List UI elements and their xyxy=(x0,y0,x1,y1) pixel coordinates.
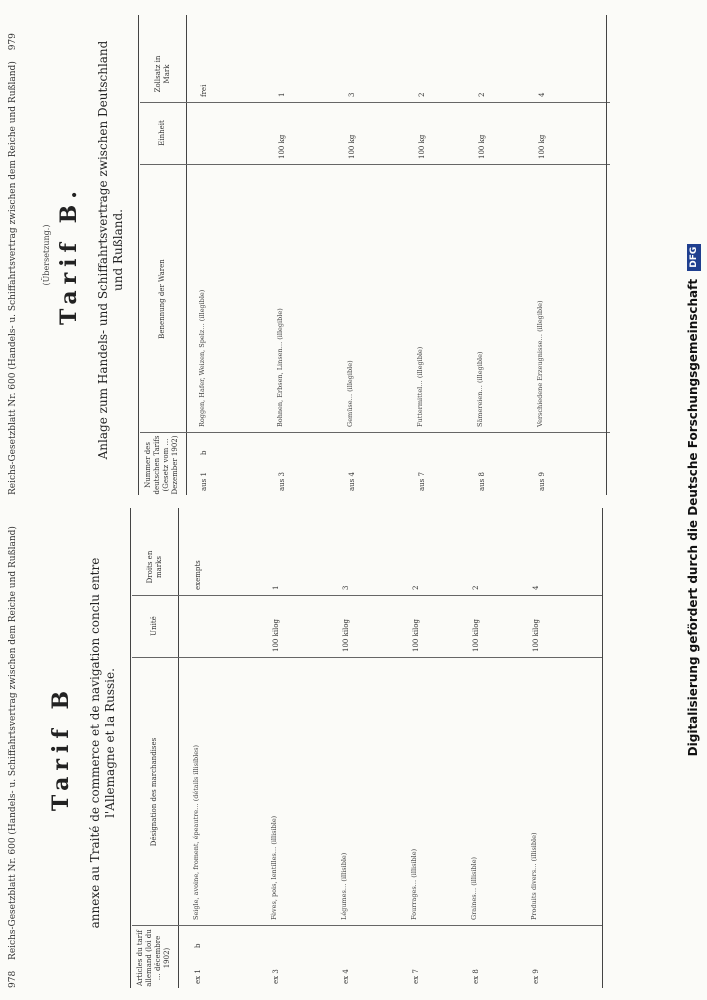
running-header xyxy=(8,15,18,495)
article-number: aus 8 xyxy=(478,472,486,491)
page-number: 979 xyxy=(8,33,18,51)
dfg-sidebar xyxy=(672,0,707,1000)
unit-cell: 100 kilog xyxy=(472,618,480,652)
column-header-benennung: Benennung der Waren xyxy=(158,259,166,339)
column-rule xyxy=(140,164,610,165)
article-number: aus 4 xyxy=(348,472,356,491)
unit-cell: 100 kilog xyxy=(412,618,420,652)
sidebar-text-wrapper xyxy=(676,0,707,1000)
article-number: ex 1 xyxy=(194,969,202,984)
table-row: Fourrages… (illisible) xyxy=(410,848,418,920)
subtitle-line-1: Anlage zum Handels- und Schiffahrtsvertrage zwischen Deutschland xyxy=(96,40,110,460)
sidebar-text: Digitalisierung gefördert durch die Deutsche Forschungsgemeinschaft xyxy=(686,278,700,757)
duty-cell: 2 xyxy=(478,92,486,97)
table-bottom-rule xyxy=(602,508,603,988)
column-header-unit: Unité xyxy=(150,616,158,636)
table-row: Futtermittel… (illegible) xyxy=(416,346,424,427)
header-text: Reichs-Gesetzblatt Nr. 600 (Handels- u. Schiffahrtsvertrag zwischen dem Reiche und Rußland) xyxy=(8,61,18,495)
column-rule xyxy=(140,102,610,103)
table-row: Verschiedene Erzeugnisse… (illegible) xyxy=(536,300,544,427)
page-number: 978 xyxy=(8,970,18,988)
unit-cell: 100 kg xyxy=(538,134,546,159)
column-rule xyxy=(132,657,602,658)
running-header xyxy=(8,508,18,988)
tarif-subtitle xyxy=(88,518,118,968)
duty-cell: 3 xyxy=(348,92,356,97)
table-row: Seigle, avoine, froment, épeautre… (détails illisibles) xyxy=(192,745,200,920)
table-top-rule xyxy=(130,508,131,988)
table-row: Sämereien… (illegible) xyxy=(476,351,484,427)
unit-cell: 100 kg xyxy=(418,134,426,159)
duty-cell: 2 xyxy=(472,585,480,590)
tarif-title: Tarif B. xyxy=(56,185,82,325)
duty-cell: 4 xyxy=(532,585,540,590)
right-page xyxy=(0,5,655,495)
header-text: Reichs-Gesetzblatt Nr. 600 (Handels- u. Schiffahrtsvertrag zwischen dem Reiche und Rußland) xyxy=(8,526,18,960)
tarif-subtitle xyxy=(96,25,126,475)
column-rule xyxy=(132,595,602,596)
duty-cell: exempts xyxy=(194,560,202,590)
column-header-designation: Désignation des marchandises xyxy=(150,737,158,847)
unit-cell: 100 kilog xyxy=(272,618,280,652)
unit-cell: 100 kilog xyxy=(342,618,350,652)
table-row: Fèves, pois, lentilles… (illisible) xyxy=(270,815,278,920)
subtitle-line-2: l'Allemagne et la Russie. xyxy=(103,668,117,818)
table-header-rule xyxy=(178,508,179,988)
duty-cell: 2 xyxy=(412,585,420,590)
table-row: Produits divers… (illisible) xyxy=(530,832,538,920)
article-number: ex 7 xyxy=(412,969,420,984)
article-sub: b xyxy=(200,450,208,455)
unit-cell: 100 kg xyxy=(348,134,356,159)
article-sub: b xyxy=(194,943,202,948)
article-number: aus 7 xyxy=(418,472,426,491)
article-number: aus 3 xyxy=(278,472,286,491)
duty-cell: frei xyxy=(200,84,208,97)
table-bottom-rule xyxy=(606,15,607,495)
table-row: Graines… (illisible) xyxy=(470,856,478,920)
duty-cell: 3 xyxy=(342,585,350,590)
column-rule xyxy=(132,925,602,926)
article-number: ex 9 xyxy=(532,969,540,984)
duty-cell: 4 xyxy=(538,92,546,97)
table-row: Roggen, Hafer, Weizen, Spelz… (illegible) xyxy=(198,289,206,427)
table-row: Légumes… (illisible) xyxy=(340,852,348,920)
column-header-articles: Articles du tarif allemand (loi du … décembre 1902) xyxy=(136,929,171,987)
table-top-rule xyxy=(138,15,139,495)
unit-cell: 100 kg xyxy=(278,134,286,159)
left-page xyxy=(0,498,655,988)
table-row: Bohnen, Erbsen, Linsen… (illegible) xyxy=(276,308,284,427)
duty-cell: 2 xyxy=(418,92,426,97)
dfg-logo-icon: DFG xyxy=(687,244,701,271)
column-header-einheit: Einheit xyxy=(158,120,166,146)
article-number: aus 9 xyxy=(538,472,546,491)
duty-cell: 1 xyxy=(272,585,280,590)
article-number: ex 8 xyxy=(472,969,480,984)
tarif-title: Tarif B xyxy=(48,684,74,812)
duty-cell: 1 xyxy=(278,92,286,97)
column-header-nummer: Nummer des deutschen Tarifs (Gesetz vom … Dezember 1902) xyxy=(144,435,179,495)
column-header-zoll: Zollsatz in Mark xyxy=(154,55,171,93)
subtitle-line-1: annexe au Traité de commerce et de navigation conclu entre xyxy=(88,557,102,929)
unit-cell: 100 kilog xyxy=(532,618,540,652)
article-number: ex 3 xyxy=(272,969,280,984)
unit-cell: 100 kg xyxy=(478,134,486,159)
column-header-duty: Droits en marks xyxy=(146,550,163,584)
article-number: ex 4 xyxy=(342,969,350,984)
column-rule xyxy=(140,432,610,433)
translation-note: (Übersetzung.) xyxy=(42,224,51,286)
table-header-rule xyxy=(186,15,187,495)
table-row: Gemüse… (illegible) xyxy=(346,360,354,427)
subtitle-line-2: und Rußland. xyxy=(111,209,125,291)
article-number: aus 1 xyxy=(200,472,208,491)
